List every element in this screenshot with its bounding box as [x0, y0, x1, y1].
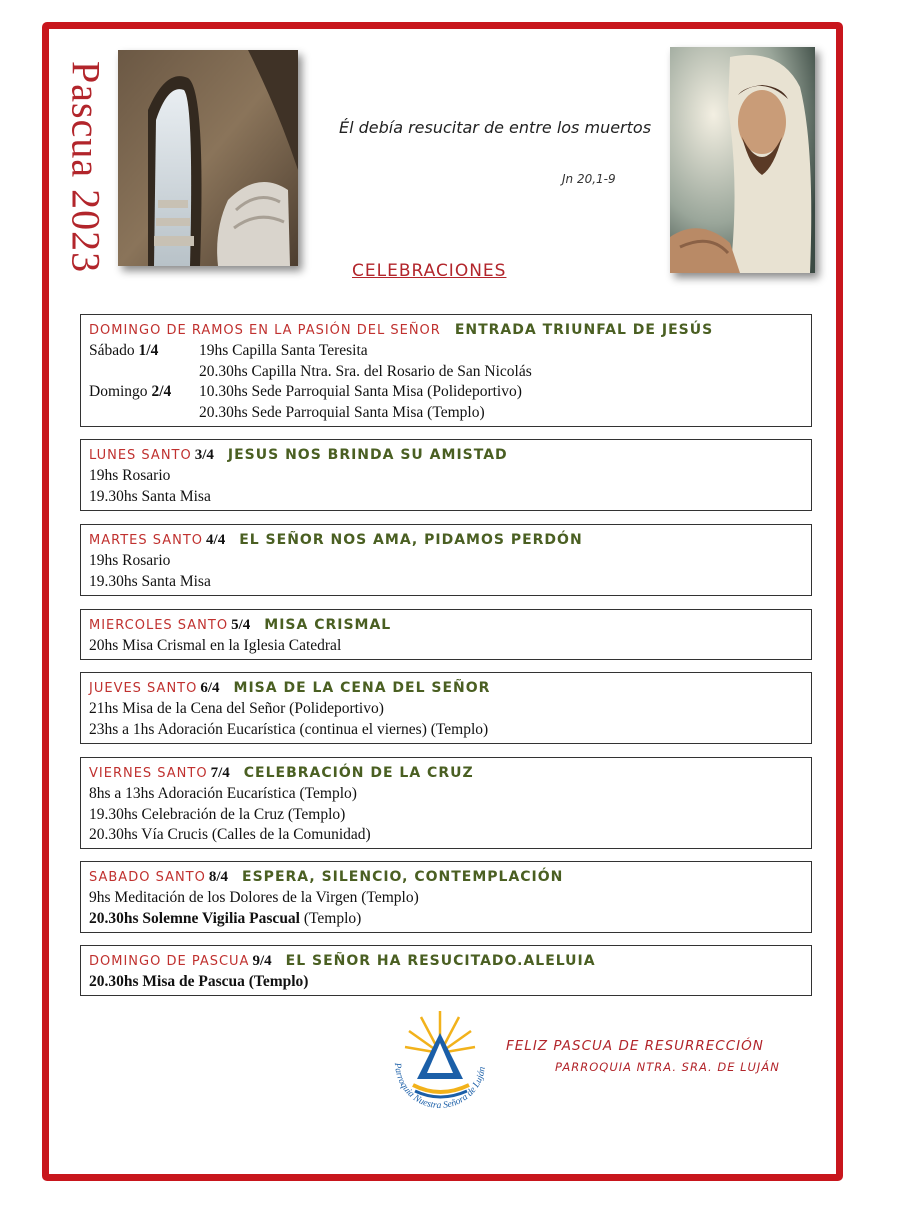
box-title [89, 677, 803, 699]
schedule-line: 9hs Meditación de los Dolores de la Virgen (Templo) [89, 889, 419, 906]
date-label: 4/4 [206, 532, 226, 548]
theme-label: EL SEÑOR NOS AMA, PIDAMOS PERDÓN [239, 532, 583, 548]
schedule-line [89, 909, 803, 930]
theme-label: MISA CRISMAL [264, 617, 392, 633]
box-title [89, 529, 803, 551]
schedule-line: 19.30hs Santa Misa [89, 572, 211, 590]
day-label: MARTES SANTO [89, 533, 204, 548]
schedule-line: 8hs a 13hs Adoración Eucarística (Templo) [89, 785, 357, 802]
schedule-line: 19hs Rosario [89, 467, 171, 484]
schedule-line [89, 972, 803, 993]
box-title [89, 444, 803, 466]
theme-label: JESUS NOS BRINDA SU AMISTAD [227, 447, 508, 463]
scripture-quote: Él debía resucitar de entre los muertos [338, 118, 652, 137]
date-label: 8/4 [208, 869, 229, 885]
day-label: VIERNES SANTO [89, 766, 208, 781]
row-date: 2/4 [151, 383, 172, 400]
day-label: DOMINGO DE PASCUA [89, 954, 250, 969]
celebration-box-miercoles-santo [80, 609, 812, 660]
theme-label: CELEBRACIÓN DE LA CRUZ [243, 765, 474, 781]
schedule-line [89, 341, 803, 362]
row-text: 10.30hs Sede Parroquial Santa Misa (Polideportivo) [199, 383, 522, 400]
schedule-line: 20hs Misa Crismal en la Iglesia Catedral [89, 637, 342, 654]
day-label: SABADO SANTO [89, 870, 206, 885]
celebration-box-domingo-de-ramos [80, 314, 812, 427]
row-label: Sábado [89, 342, 135, 359]
footer-parish-name: PARROQUIA NTRA. SRA. DE LUJÁN [555, 1060, 780, 1074]
day-label: DOMINGO DE RAMOS EN LA PASIÓN DEL SEÑOR [89, 323, 441, 338]
celebration-box-viernes-santo [80, 757, 812, 849]
box-title [89, 762, 803, 784]
row-text: 19hs Capilla Santa Teresita [199, 342, 368, 359]
schedule-line: 19.30hs Celebración de la Cruz (Templo) [89, 805, 346, 823]
schedule-line: 19hs Rosario [89, 552, 171, 569]
celebration-box-jueves-santo [80, 672, 812, 744]
day-label: MIERCOLES SANTO [89, 618, 229, 633]
schedule-line: 20.30hs Sede Parroquial Santa Misa (Templo) [199, 403, 485, 421]
side-title: Pascua 2023 [63, 60, 109, 274]
date-label: 6/4 [200, 680, 220, 696]
day-label: JUEVES SANTO [89, 681, 198, 696]
celebration-box-domingo-de-pascua [80, 945, 812, 996]
jesus-praying-image [670, 47, 815, 273]
logo-text: Parroquia Nuestra Señora de Luján [391, 1062, 488, 1112]
box-title [89, 950, 803, 972]
bold-text: 20.30hs Misa de Pascua (Templo) [89, 973, 309, 990]
empty-tomb-image [118, 50, 298, 266]
scripture-reference: Jn 20,1-9 [562, 172, 616, 186]
celebration-box-lunes-santo [80, 439, 812, 511]
celebration-box-martes-santo [80, 524, 812, 596]
parish-logo [385, 1003, 495, 1123]
line-rest: (Templo) [303, 909, 362, 927]
day-label: LUNES SANTO [89, 448, 192, 463]
date-label: 7/4 [210, 765, 230, 781]
date-label: 3/4 [194, 447, 214, 463]
box-title [89, 866, 803, 888]
schedule-line: 23hs a 1hs Adoración Eucarística (continua el viernes) (Templo) [89, 720, 489, 738]
schedule-line: 20.30hs Capilla Ntra. Sra. del Rosario de San Nicolás [199, 362, 532, 380]
theme-label: ENTRADA TRIUNFAL DE JESÚS [454, 322, 714, 338]
celebration-box-sabado-santo [80, 861, 812, 933]
theme-label: EL SEÑOR HA RESUCITADO.ALELUIA [285, 953, 596, 969]
schedule-line: 19.30hs Santa Misa [89, 487, 211, 505]
celebrations-heading: CELEBRACIONES [352, 261, 507, 281]
schedule-line: 20.30hs Vía Crucis (Calles de la Comunidad) [89, 826, 371, 843]
theme-label: ESPERA, SILENCIO, CONTEMPLACIÓN [242, 869, 564, 885]
box-title [89, 319, 803, 341]
box-title [89, 614, 803, 636]
row-date: 1/4 [138, 342, 159, 359]
schedule-line: 21hs Misa de la Cena del Señor (Polideportivo) [89, 700, 384, 717]
theme-label: MISA DE LA CENA DEL SEÑOR [233, 680, 491, 696]
footer-greeting: FELIZ PASCUA DE RESURRECCIÓN [506, 1038, 764, 1054]
schedule-line [89, 382, 803, 403]
date-label: 9/4 [252, 953, 272, 969]
row-label: Domingo [89, 383, 148, 400]
bold-text: 20.30hs Solemne Vigilia Pascual [89, 909, 300, 927]
date-label: 5/4 [231, 617, 251, 633]
